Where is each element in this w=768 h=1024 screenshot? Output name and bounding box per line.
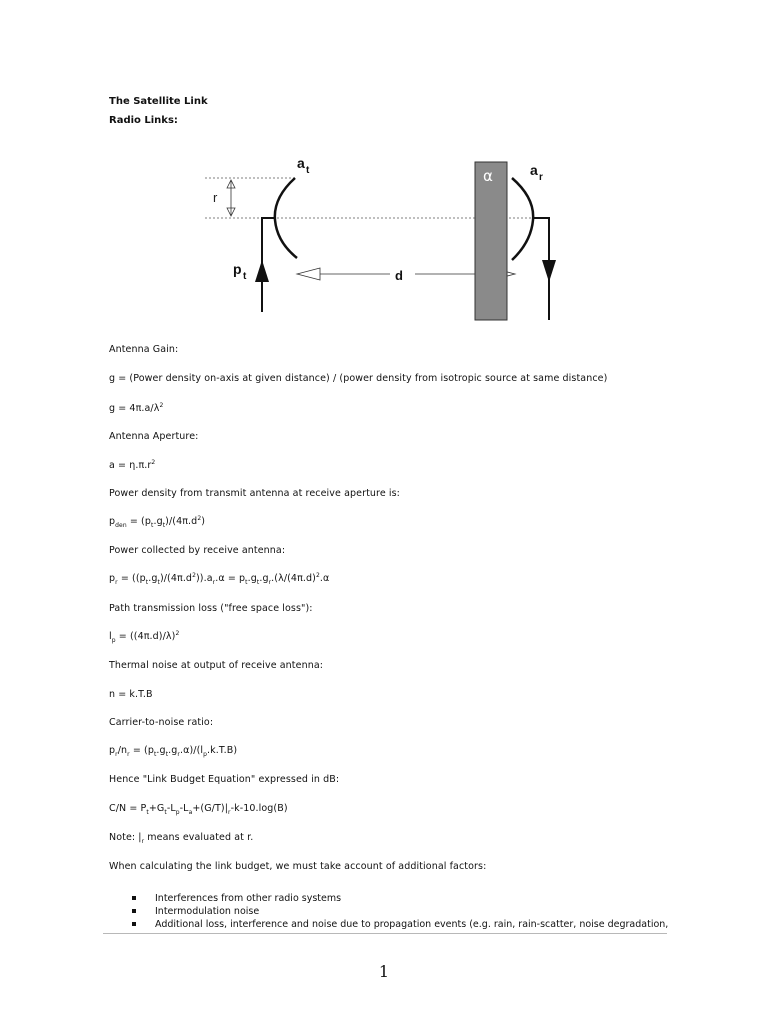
aperture-label: Antenna Aperture: [109, 431, 199, 442]
page-divider [103, 933, 667, 934]
document-title: The Satellite Link [109, 96, 208, 107]
gain-definition: g = (Power density on-axis at given distance) / (power density from isotropic source at same distance) [109, 373, 608, 384]
radio-link-diagram [205, 150, 585, 330]
factors-label: When calculating the link budget, we must take account of additional factors: [109, 861, 487, 872]
power-density-label: Power density from transmit antenna at receive aperture is: [109, 488, 400, 499]
antenna-gain-label: Antenna Gain: [109, 344, 179, 355]
at-label-sub: t [306, 165, 310, 176]
cn-ratio-formula: $p_r/n_r = (p_t.g_t.g_r.\alpha)/(l_p.k.T.B)$ [109, 745, 238, 758]
bullet-icon [132, 922, 136, 926]
ar-label-sub: r [539, 172, 543, 183]
page-number: 1 [378, 962, 390, 981]
pt-label-sub: t [243, 271, 247, 282]
pt-label: p [233, 261, 242, 277]
power-collected-label: Power collected by receive antenna: [109, 545, 286, 556]
note-text: Note: $|_r$ means evaluated at r. [109, 832, 254, 845]
thermal-noise-label: Thermal noise at output of receive antenna: [109, 660, 324, 671]
section-heading: Radio Links: [109, 115, 178, 126]
gain-formula: $g = 4\pi.a/\lambda^2$ [109, 401, 164, 414]
at-label: a [297, 155, 305, 171]
cn-ratio-label: Carrier-to-noise ratio: [109, 717, 214, 728]
link-budget-formula: $C/N = P_t+G_t-L_p-L_a+(G/T)|_r-k-10.\log(B)$ [109, 803, 288, 816]
alpha-label: α [483, 167, 493, 185]
path-loss-label: Path transmission loss ("free space loss"): [109, 603, 313, 614]
path-loss-formula: $l_p = ((4\pi.d)/\lambda)^2$ [109, 629, 180, 644]
ar-label: a [530, 162, 538, 178]
bullet-icon [132, 909, 136, 913]
d-label: d [395, 268, 403, 283]
list-item: Additional loss, interference and noise due to propagation events (e.g. rain, rain-scatter, noise degradation, [132, 918, 668, 931]
list-item: Interferences from other radio systems [132, 892, 668, 905]
bullet-icon [132, 896, 136, 900]
list-item: Intermodulation noise [132, 905, 668, 918]
r-label: r [213, 190, 218, 205]
power-collected-formula: $p_r = ((p_t.g_t)/(4\pi.d^2)).a_r.\alpha = p_t.g_t.g_r.(\lambda/(4\pi.d)^2.\alpha$ [109, 571, 330, 586]
attenuation-medium [475, 162, 507, 320]
link-budget-label: Hence "Link Budget Equation" expressed in dB: [109, 774, 340, 785]
aperture-formula: $a = \eta.\pi.r^2$ [109, 458, 156, 471]
factors-list [132, 892, 668, 931]
power-density-formula: $p_{den} = (p_t.g_t)/(4\pi.d^2)$ [109, 514, 206, 529]
thermal-noise-formula: n = k.T.B [109, 689, 153, 700]
